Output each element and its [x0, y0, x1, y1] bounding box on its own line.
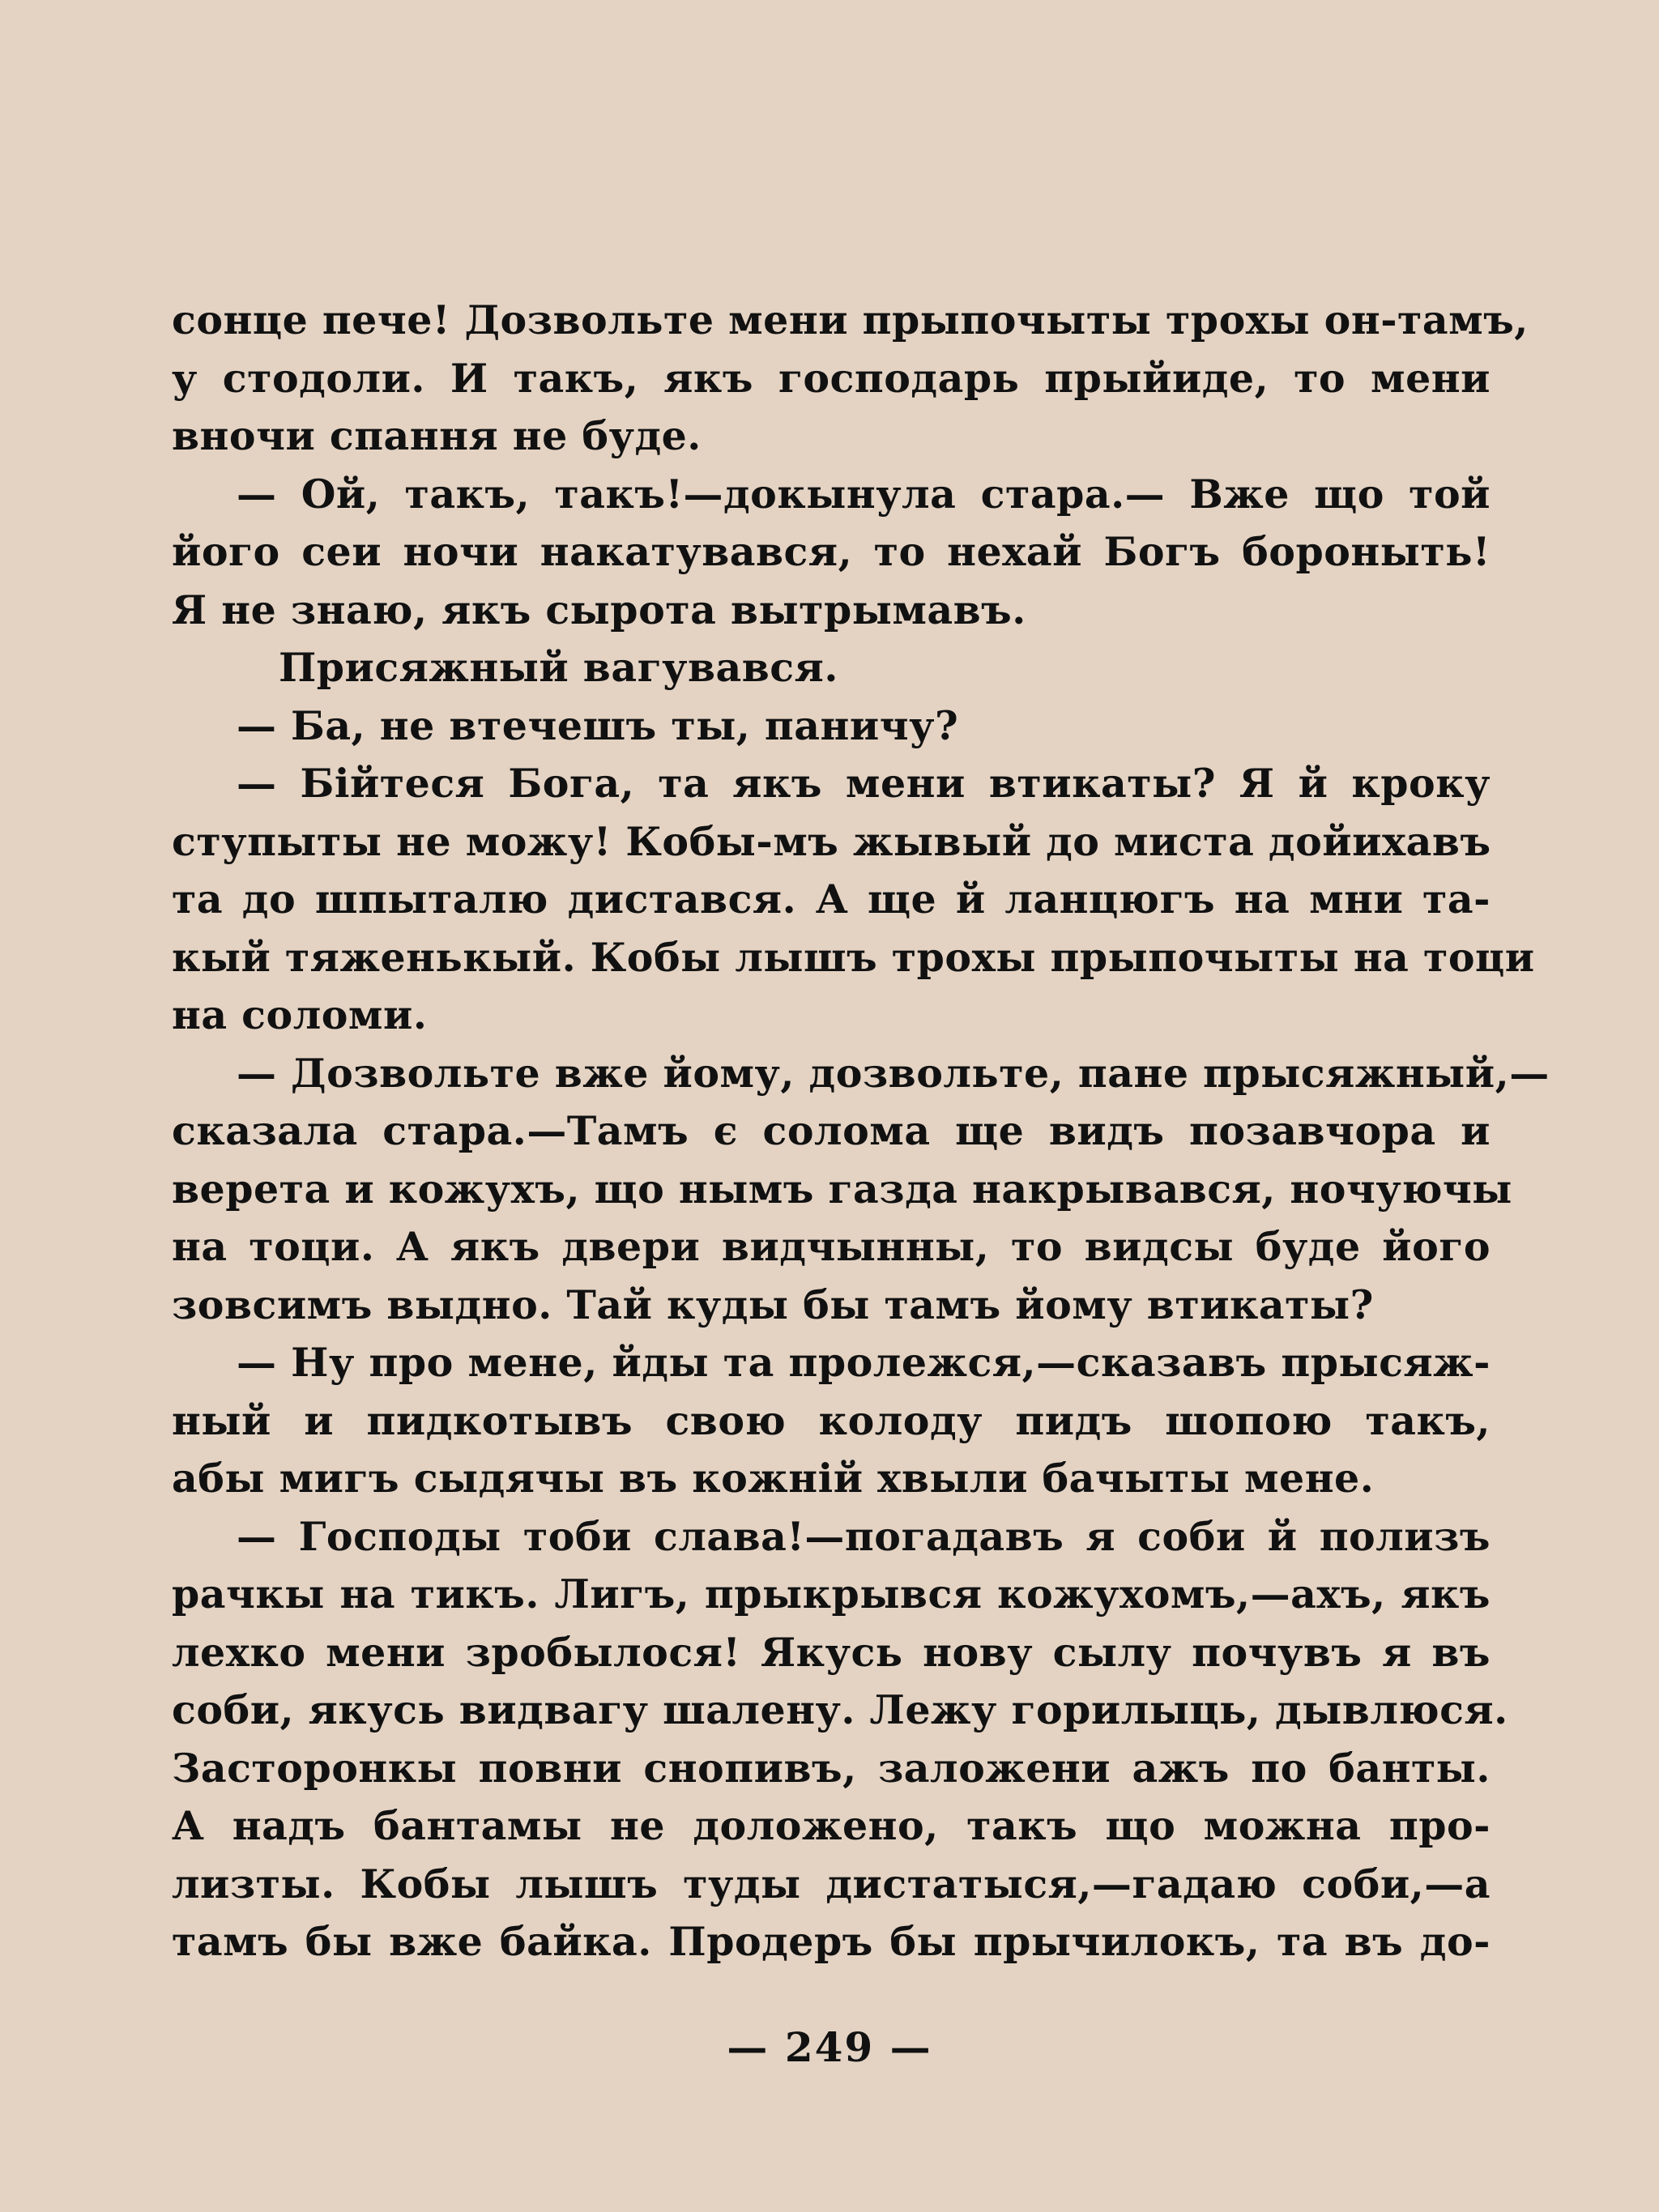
text-line: кый тяженькый. Кобы лышъ трохы прыпочыты на тоци	[172, 933, 1535, 981]
text-line: та до шпыталю дистався. А ще й ланцюгъ на мни та-	[172, 876, 1491, 923]
text-line: — Ба, не втечешъ ты, паничу?	[237, 701, 959, 749]
text-line: Присяжный вагувався.	[279, 644, 838, 691]
text-line: — Дозвольте вже йому, дозвольте, пане прысяжный,—	[237, 1049, 1550, 1097]
text-line: А надъ бантамы не доложено, такъ що можна про-	[172, 1802, 1491, 1849]
text-line: на соломи.	[172, 991, 428, 1038]
text-line: абы мигъ сыдячы въ кожній хвыли бачыты мене.	[172, 1455, 1375, 1502]
text-line: лизты. Кобы лышъ туды дистатыся,—гадаю соби,—а	[172, 1860, 1491, 1907]
page-text	[172, 292, 1550, 1971]
text-line: — Ой, такъ, такъ!—докынула стара.— Вже що той	[237, 470, 1491, 518]
text-line: його сеи ночи накатувався, то нехай Богъ бороныть!	[172, 528, 1491, 575]
text-line: тамъ бы вже байка. Продеръ бы прычилокъ, та въ до-	[172, 1918, 1491, 1965]
text-line: сказала стара.—Тамъ є солома ще видъ позавчора и	[172, 1107, 1491, 1154]
text-line: — Ну про мене, йды та пролежся,—сказавъ прысяж-	[237, 1339, 1491, 1386]
text-line: рачкы на тикъ. Лигъ, прыкрывся кожухомъ,—ахъ, якъ	[172, 1571, 1491, 1617]
text-line: — Господы тоби слава!—погадавъ я соби й полизъ	[237, 1512, 1491, 1560]
text-line: соби, якусь видвагу шалену. Лежу горилыць, дывлюся.	[172, 1686, 1508, 1733]
text-line: лехко мени зробылося! Якусь нову сылу почувъ я въ	[172, 1628, 1491, 1676]
text-line: сонце пече! Дозвольте мени прыпочыты трохы он-тамъ,	[172, 296, 1529, 343]
text-line: верета и кожухъ, що нымъ газда накрывався, ночуючы	[172, 1165, 1512, 1213]
text-line: Я не знаю, якъ сырота вытрымавъ.	[172, 586, 1026, 633]
text-line: на тоци. А якъ двери видчынны, то видсы буде його	[172, 1223, 1491, 1270]
text-line: Засторонкы повни снопивъ, заложени ажъ по банты.	[172, 1744, 1491, 1792]
text-line: — Бійтеся Бога, та якъ мени втикаты? Я й кроку	[237, 760, 1491, 807]
text-line: ный и пидкотывъ свою колоду пидъ шопою такъ,	[172, 1396, 1491, 1444]
text-line: ступыты не можу! Кобы-мъ жывый до миста дойихавъ	[172, 817, 1491, 865]
page-number: — 249 —	[727, 2023, 932, 2071]
text-line: зовсимъ выдно. Тай куды бы тамъ йому втикаты?	[172, 1281, 1374, 1328]
text-line: вночи спання не буде.	[172, 412, 702, 459]
text-line: у стодоли. И такъ, якъ господарь прыйиде, то мени	[172, 354, 1491, 402]
